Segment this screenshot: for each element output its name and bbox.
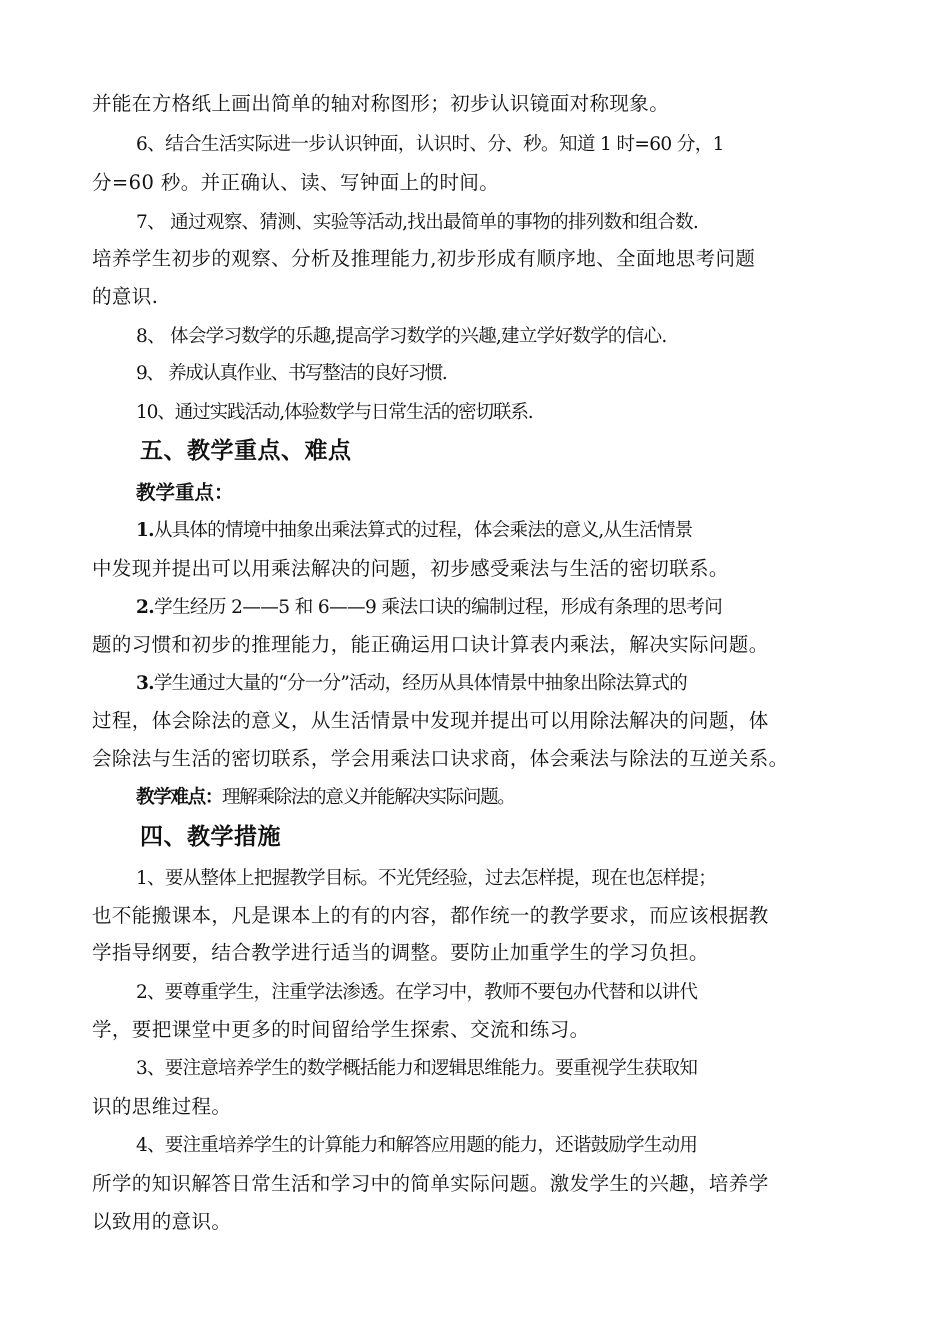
measure-2-line-1: 2、要尊重学生，注重学法渗透。在学习中，教师不要包办代替和以讲代	[136, 982, 698, 1003]
measure-2-line-2: 学，要把课堂中更多的时间留给学生探索、交流和练习。	[92, 1018, 590, 1041]
goal-7-line-3: 的意识.	[92, 285, 159, 308]
difficult-point	[136, 785, 916, 811]
goal-9: 9、 养成认真作业、书写整洁的良好习惯.	[136, 363, 447, 384]
goal-6-line-2: 分=60 秒。并正确认、读、写钟面上的时间。	[92, 171, 500, 194]
measure-4-line-2: 所学的知识解答日常生活和学习中的简单实际问题。激发学生的兴趣，培养学	[92, 1172, 769, 1195]
key-point-3-text: 学生通过大量的“分一分”活动，经历从具体情景中抽象出除法算式的	[153, 673, 687, 694]
section-4-heading: 四、教学措施	[140, 824, 281, 850]
goal-7-line-2: 培养学生初步的观察、分析及推理能力,初步形成有顺序地、全面地思考问题	[92, 247, 756, 270]
goal-10: 10、通过实践活动,体验数学与日常生活的密切联系.	[136, 402, 533, 423]
measure-3-line-1: 3、要注意培养学生的数学概括能力和逻辑思维能力。要重视学生获取知	[136, 1058, 698, 1079]
section-5-heading: 五、教学重点、难点	[140, 438, 352, 464]
goal-7-line-1: 7、 通过观察、猜测、实验等活动,找出最简单的事物的排列数和组合数.	[136, 212, 699, 233]
measure-1-line-3: 学指导纲要，结合教学进行适当的调整。要防止加重学生的学习负担。	[92, 941, 709, 964]
key-point-3-line-3: 会除法与生活的密切联系，学会用乘法口诀求商，体会乘法与除法的互逆关系。	[92, 747, 789, 770]
key-point-2-number: 2.	[136, 597, 155, 618]
key-point-2-line-1	[136, 595, 916, 621]
difficult-point-text: 理解乘除法的意义并能解决实际问题。	[222, 787, 515, 808]
key-point-2-text: 学生经历 2——5 和 6——9 乘法口诀的编制过程，形成有条理的思考问	[154, 597, 723, 618]
goal-6-line-1: 6、结合生活实际进一步认识钟面，认识时、分、秒。知道 1 时=60 分，1	[136, 134, 724, 155]
key-point-2-line-2: 题的习惯和初步的推理能力，能正确运用口诀计算表内乘法，解决实际问题。	[92, 633, 769, 656]
key-point-1-text: 从具体的情境中抽象出乘法算式的过程，体会乘法的意义,从生活情景	[153, 520, 693, 541]
goal-5-continuation: 并能在方格纸上画出简单的轴对称图形；初步认识镜面对称现象。	[92, 92, 670, 115]
measure-3-line-2: 识的思维过程。	[92, 1095, 232, 1118]
key-point-1-line-2: 中发现并提出可以用乘法解决的问题，初步感受乘法与生活的密切联系。	[92, 557, 729, 580]
key-points-label: 教学重点：	[136, 481, 234, 504]
key-point-3-line-1	[136, 671, 916, 697]
measure-4-line-3: 以致用的意识。	[92, 1210, 232, 1233]
key-point-1-line-1	[136, 518, 916, 544]
difficult-point-label: 教学难点：	[136, 787, 223, 808]
key-point-3-line-2: 过程，体会除法的意义，从生活情景中发现并提出可以用除法解决的问题，体	[92, 709, 769, 732]
measure-1-line-2: 也不能搬课本，凡是课本上的有的内容，都作统一的教学要求，而应该根据教	[92, 904, 769, 927]
key-point-1-number: 1.	[136, 520, 154, 541]
goal-8: 8、 体会学习数学的乐趣,提高学习数学的兴趣,建立学好数学的信心.	[136, 326, 667, 347]
key-point-3-number: 3.	[136, 673, 154, 694]
measure-1-line-1: 1、要从整体上把握教学目标。不光凭经验，过去怎样提，现在也怎样提；	[136, 868, 716, 889]
measure-4-line-1: 4、要注重培养学生的计算能力和解答应用题的能力，还谐鼓励学生动用	[136, 1135, 698, 1156]
